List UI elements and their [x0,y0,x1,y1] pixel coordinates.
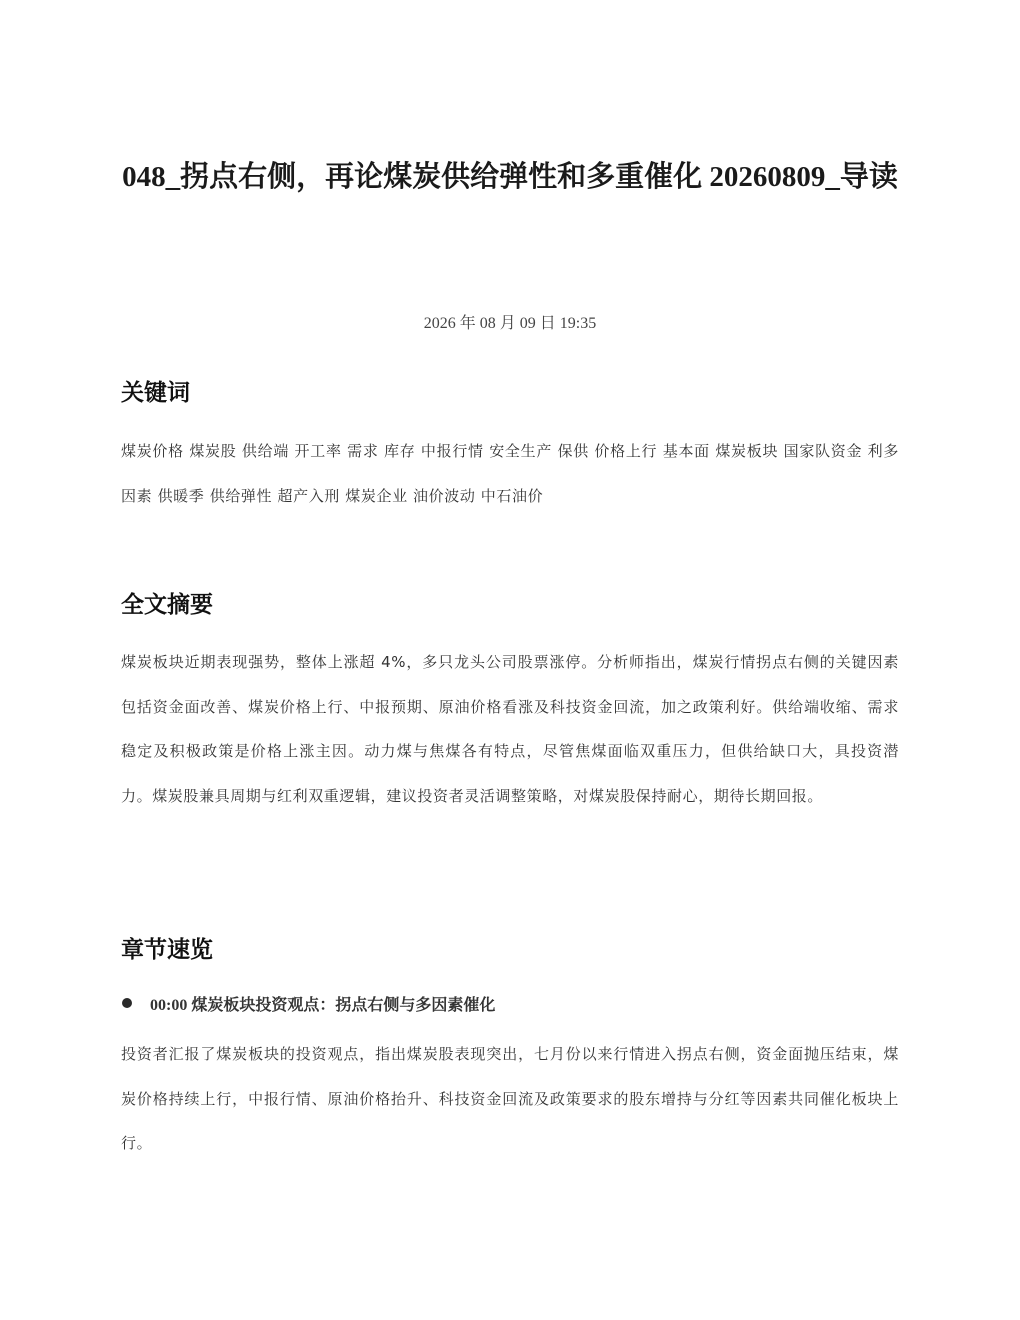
summary-text: 煤炭板块近期表现强势，整体上涨超 4%，多只龙头公司股票涨停。分析师指出，煤炭行情拐点右侧的关键因素包括资金面改善、煤炭价格上行、中报预期、原油价格看涨及科技资金回流，加之政策利好。供给端收缩、需求稳定及积极政策是价格上涨主因。动力煤与焦煤各有特点，尽管焦煤面临双重压力，但供给缺口大，具投资潜力。煤炭股兼具周期与红利双重逻辑，建议投资者灵活调整策略，对煤炭股保持耐心，期待长期回报。 [121,653,899,805]
keywords-text: 煤炭价格 煤炭股 供给端 开工率 需求 库存 中报行情 安全生产 保供 价格上行 基本面 煤炭板块 国家队资金 利多因素 供暖季 供给弹性 超产入刑 煤炭企业 油价波动 中石油价 [121,442,899,505]
bullet-icon [122,998,132,1008]
chapter-text: 投资者汇报了煤炭板块的投资观点，指出煤炭股表现突出，七月份以来行情进入拐点右侧，资金面抛压结束，煤炭价格持续上行，中报行情、原油价格抬升、科技资金回流及政策要求的股东增持与分红等因素共同催化板块上行。 [121,1045,899,1152]
chapters-heading: 章节速览 [121,937,213,963]
document-date: 2026 年 08 月 09 日 19:35 [423,315,597,332]
chapter-item [121,990,899,1016]
keywords-heading: 关键词 [121,380,190,406]
summary-heading: 全文摘要 [121,592,213,618]
chapter-title: 00:00 煤炭板块投资观点：拐点右侧与多因素催化 [150,996,496,1014]
document-title: 048_拐点右侧，再论煤炭供给弹性和多重催化 20260809_导读 [122,161,898,193]
